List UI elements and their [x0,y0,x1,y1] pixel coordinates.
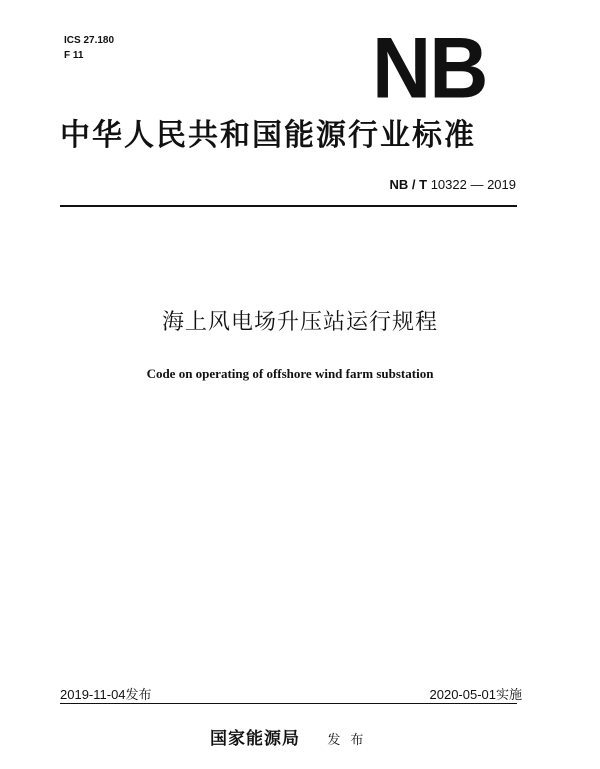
issuer-line [210,724,373,749]
standard-category-heading: 中华人民共和国能源行业标准 [60,118,476,153]
document-title-english: Code on operating of offshore wind farm substation [146,366,434,381]
document-title-chinese: 海上风电场升压站运行规程 [161,310,438,335]
implementation-date: 2020-05-01实施 [429,687,522,702]
issue-date: 2019-11-04发布 [60,687,152,702]
issuing-action: 发布 [327,733,374,748]
classification-block [64,33,114,63]
standard-number [390,177,516,192]
standard-number-value: 10322 — 2019 [430,177,516,192]
header-divider [60,205,517,207]
ics-code: ICS 27.180 [64,35,115,46]
standard-number-prefix: NB / T [389,177,428,192]
ccs-code: F 11 [64,50,84,61]
issuing-organization: 国家能源局 [210,729,300,749]
footer-divider [60,703,517,704]
standard-mark-logo: NB [372,20,487,117]
